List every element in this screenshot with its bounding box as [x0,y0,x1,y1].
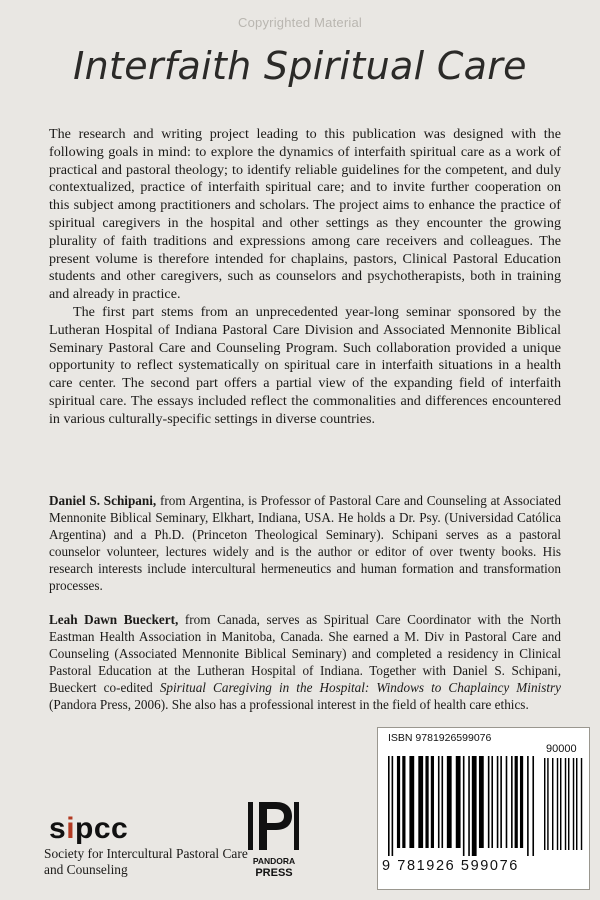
sipcc-organization-name: Society for Intercultural Pastoral Care and Counseling [44,846,248,877]
barcode-bar [544,758,545,850]
barcode-bar [388,756,390,856]
isbn-barcode [377,727,590,890]
barcode-bar [547,758,548,850]
barcode-bar [468,756,470,856]
barcode-bar [573,758,574,850]
book-description [49,126,561,429]
author-name: Daniel S. Schipani, [49,493,157,508]
ean-digits: 9 781926 599076 [382,858,519,874]
price-addon-barcode-bars [544,758,584,850]
pandora-line2: PRESS [255,867,293,879]
pandora-line1: PANDORA [252,856,296,866]
author-bio-bueckert [49,611,561,713]
barcode-bar [456,756,461,848]
barcode-bar [479,756,484,848]
barcode-bar [438,756,440,848]
barcode-bar [532,756,534,856]
author-bio-text: from Canada, serves as Spiritual Care Coordinator with the North Eastman Health Association in Manitoba, Canada. She earned a M. Div in Pastoral Care and Counseling (Associated Mennonite Biblical Seminary) and completed a residency in Clinical Pastoral Education at the Lutheran Hospital of Indiana. Together with Daniel S. Schipani, Bueckert co-edited [49,612,561,695]
author-name: Leah Dawn Bueckert, [49,612,179,627]
barcode-bar [441,756,443,848]
sipcc-logo-accent: i [66,812,76,845]
barcode-bar [491,756,493,848]
barcode-bar [515,756,518,848]
barcode-bar [511,756,513,848]
barcode-bar [506,756,508,848]
author-bio-schipani [49,492,561,594]
author-bio-text: from Argentina, is Professor of Pastoral Care and Counseling at Associated Mennonite Biblical Seminary, Elkhart, Indiana, USA. He holds a Dr. Psy. (Universidad Católica Argentina) and a Ph.D. (Princeton Theological Seminary). Schipani serves as a pastoral counselor volunteer, lectures widely and is the author or editor of over twenty books. His research interests include intercultural hermeneutics and human formation and transformation processes. [49,493,561,593]
barcode-bar [497,756,499,848]
author-bio-text-end: (Pandora Press, 2006). She also has a professional interest in the field of health care ethics. [49,697,529,712]
book-title: Interfaith Spiritual Care [73,44,527,88]
barcode-bar [557,758,558,850]
description-paragraph-1: The research and writing project leading to this publication was designed with the following goals in mind: to explore the dynamics of interfaith spiritual care as a work of practical and pastoral theology; to identify reliable guidelines for the competent, and duly contextualized, practice of interfaith spiritual care; and to invite further cooperation on this subject among practitioners and scholars. The project aims to enhance the practice of spiritual caregivers in the hospital and other settings as they encounter the growing plurality of faith traditions and expressions among care receivers and colleagues. The present volume is therefore intended for chaplains, pastors, Clinical Pastoral Education students and other caregivers, such as counselors and psychotherapists, both in training and already in practice. [49,126,561,303]
ean-13-barcode-bars [388,756,536,856]
barcode-bar [552,758,553,850]
description-paragraph-2: The first part stems from an unprecedented year-long seminar sponsored by the Lutheran Hospital of Indiana Pastoral Care Division and Associated Mennonite Biblical Seminary Pastoral Care and Counseling Program. Such collaboration provided a unique opportunity to reflect systematically on spiritual care in interfaith situations in a health care center. The second part offers a partial view of the expanding field of interfaith spiritual care. The essays included reflect the commonalities and differences encountered in various culturally-specific settings in diverse countries. [49,303,561,427]
barcode-bar [392,756,394,856]
barcode-bar [565,758,566,850]
pandora-press-logo [248,800,300,880]
barcode-bar [409,756,414,848]
barcode-bar [418,756,423,848]
barcode-bar [402,756,405,848]
barcode-bar [488,756,490,848]
barcode-bar [397,756,400,848]
copyright-watermark: Copyrighted Material [238,15,362,30]
barcode-bar [431,756,434,848]
price-code: 90000 [546,743,577,755]
barcode-bar [425,756,428,848]
barcode-bar [581,758,582,850]
barcode-bar [568,758,569,850]
barcode-bar [500,756,502,848]
barcode-bar [520,756,523,848]
barcode-bar [447,756,452,848]
barcode-bar [527,756,529,856]
cited-book-title: Spiritual Caregiving in the Hospital: Windows to Chaplaincy Ministry [159,680,561,695]
barcode-bar [576,758,577,850]
sipcc-logo: sipcc [49,812,129,845]
barcode-bar [463,756,465,856]
isbn-label: ISBN 9781926599076 [388,732,492,744]
barcode-bar [560,758,561,850]
barcode-bar [472,756,477,856]
